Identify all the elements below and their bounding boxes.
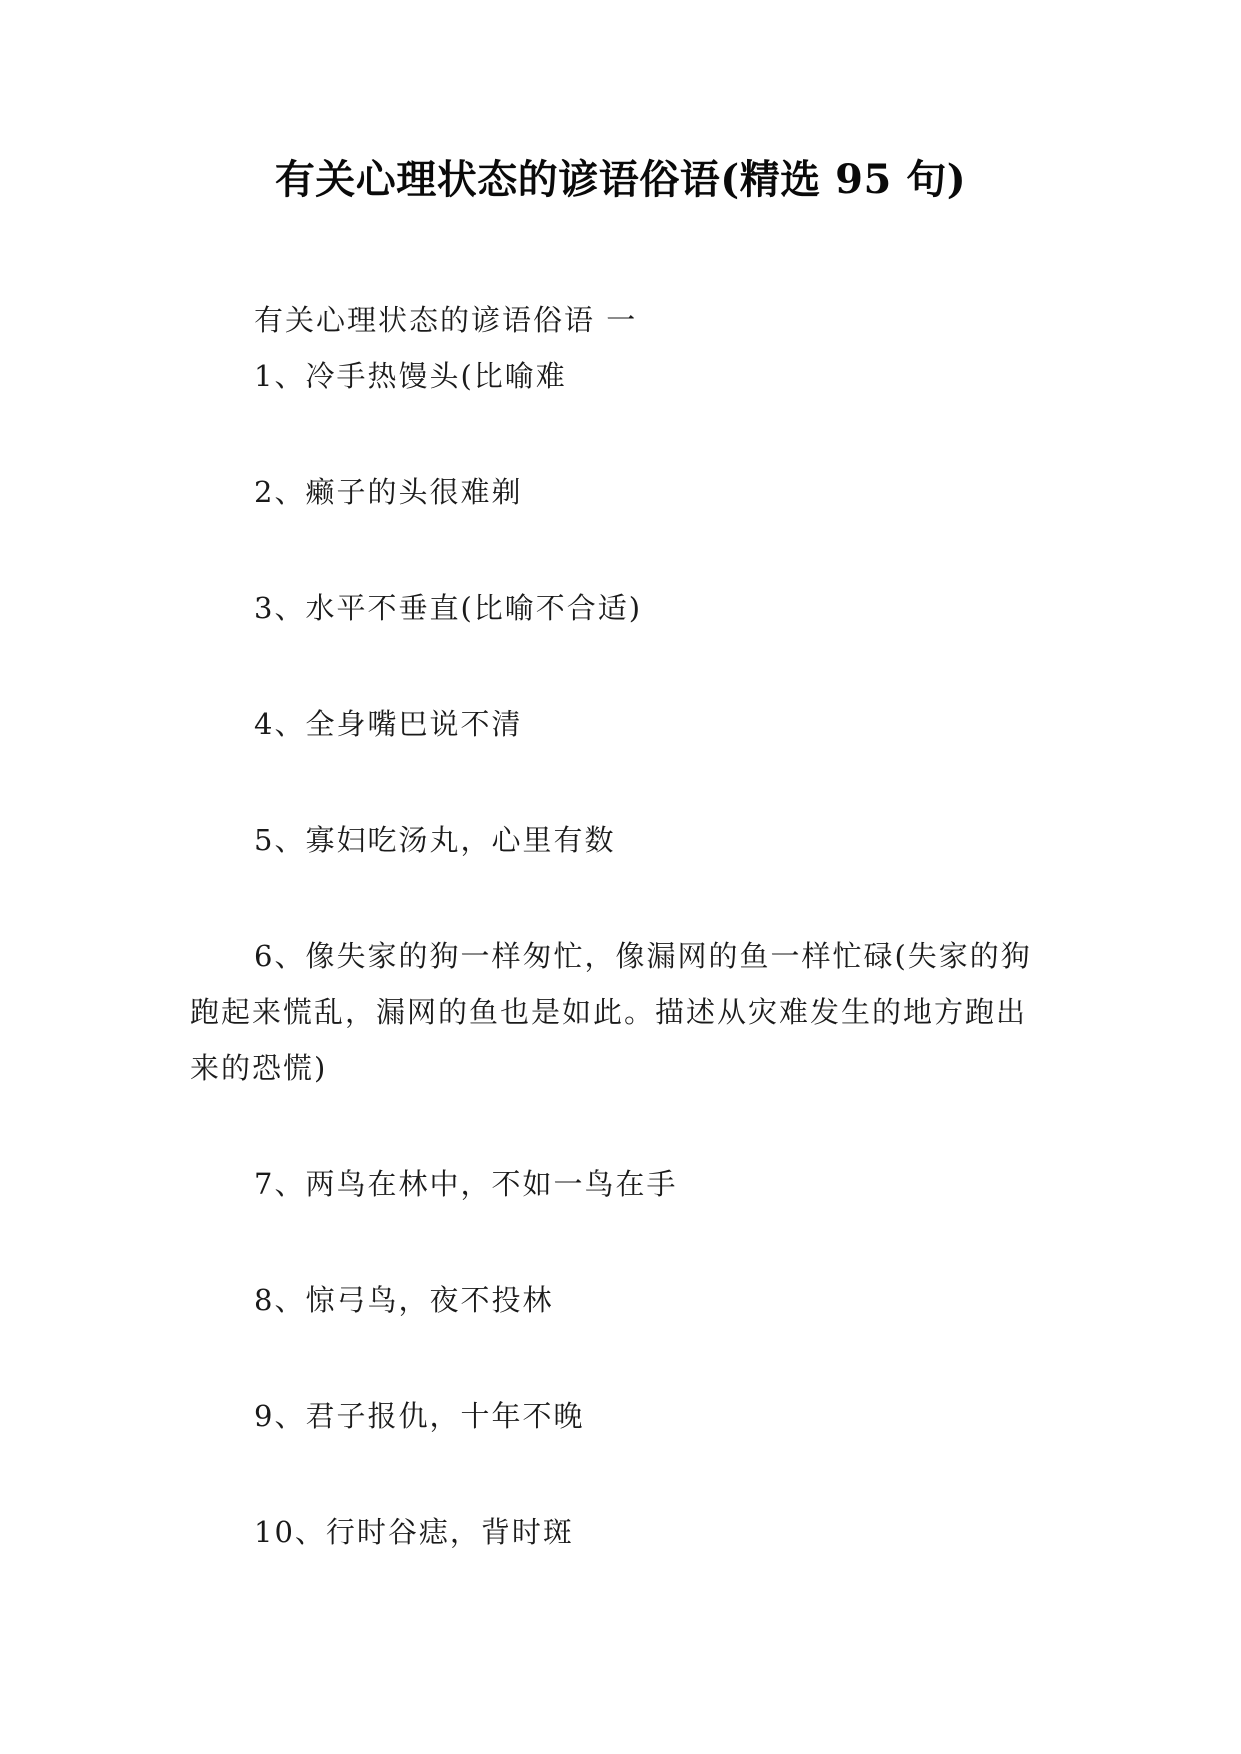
- proverb-item-1: 1、冷手热馒头(比喻难: [254, 359, 567, 393]
- proverb-item-8: 8、惊弓鸟，夜不投林: [254, 1283, 554, 1317]
- proverb-item-6: 6、像失家的狗一样匆忙，像漏网的鱼一样忙碌(失家的狗跑起来慌乱，漏网的鱼也是如此。描述从灾难发生的地方跑出来的恐慌): [190, 939, 1032, 1085]
- proverb-item-10: 10、行时谷痣，背时斑: [254, 1515, 574, 1549]
- proverb-item-2: 2、癞子的头很难剃: [254, 475, 523, 509]
- section-subheading: 有关心理状态的谚语俗语 一: [254, 303, 638, 337]
- proverb-item-9: 9、君子报仇，十年不晚: [254, 1399, 585, 1433]
- document-body: [190, 292, 1052, 1620]
- document-title: 有关心理状态的谚语俗语(精选 95 句): [274, 156, 967, 203]
- proverb-item-5: 5、寡妇吃汤丸，心里有数: [254, 823, 616, 857]
- proverb-item-4: 4、全身嘴巴说不清: [254, 707, 523, 741]
- proverb-item-3: 3、水平不垂直(比喻不合适): [254, 591, 643, 625]
- proverb-item-7: 7、两鸟在林中，不如一鸟在手: [254, 1167, 678, 1201]
